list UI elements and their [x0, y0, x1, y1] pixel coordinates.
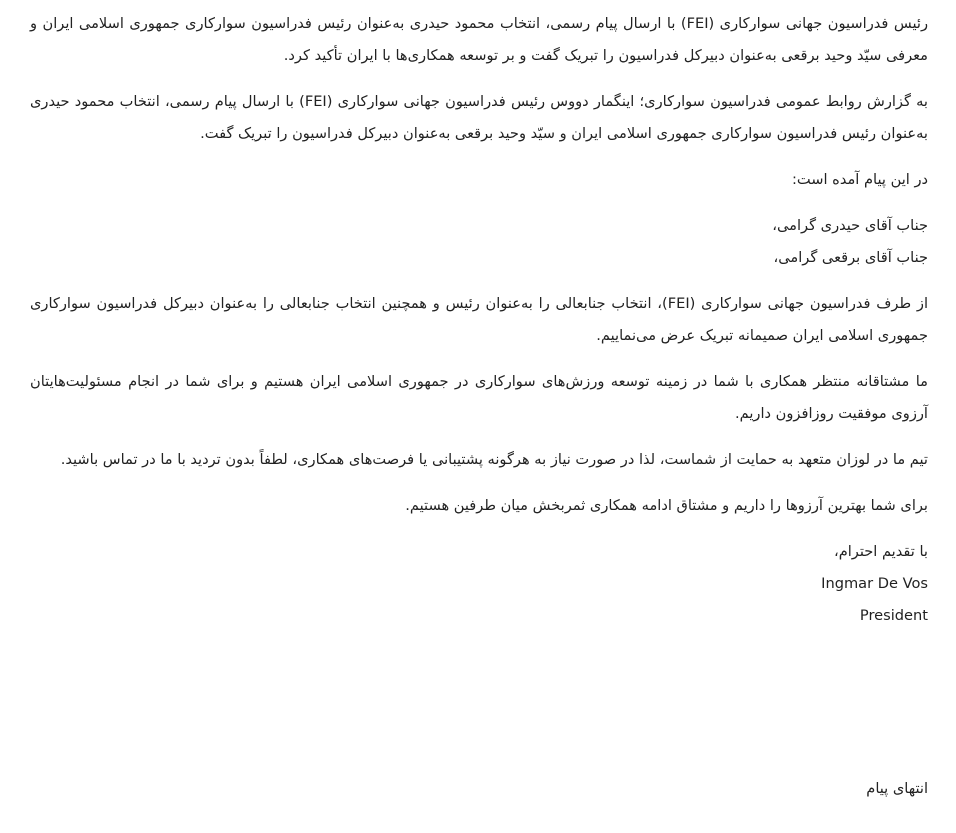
end-of-message: انتهای پیام: [866, 780, 928, 797]
closing-line: با تقدیم احترام،: [834, 543, 928, 560]
report-paragraph: به گزارش روابط عمومی فدراسیون سوارکاری؛ اینگمار دووس رئیس فدراسیون جهانی سوارکاری (FEI) با ارسال پیام رسمی، انتخاب محمود حیدری به‌عنوان رئیس فدراسیون سوارکاری جمهوری اسلامی ایران و سیّد وحید برقعی به‌عنوان دبیرکل فدراسیون را تبریک گفت.: [30, 93, 928, 142]
message-paragraph: تیم ما در لوزان متعهد به حمایت از شماست، لذا در صورت نیاز به هرگونه پشتیبانی یا فرصت‌های همکاری، لطفاً بدون تردید با ما در تماس باشید.: [60, 451, 928, 468]
message-paragraph: ما مشتاقانه منتظر همکاری با شما در زمینه توسعه ورزش‌های سوارکاری در جمهوری اسلامی ایران هستیم و برای شما در انجام مسئولیت‌هایتان آرزوی موفقیت روزافزون داریم.: [30, 373, 928, 422]
salutation-heydari: جناب آقای حیدری گرامی،: [772, 217, 928, 234]
message-paragraph: برای شما بهترین آرزوها را داریم و مشتاق ادامه همکاری ثمربخش میان طرفین هستیم.: [405, 497, 928, 514]
message-paragraph: از طرف فدراسیون جهانی سوارکاری (FEI)، انتخاب جنابعالی را به‌عنوان رئیس و همچنین انتخاب جنابعالی را به‌عنوان دبیرکل فدراسیون سوارکاری جمهوری اسلامی ایران صمیمانه تبریک عرض می‌نماییم.: [30, 295, 928, 344]
salutation-block: [30, 210, 928, 274]
signer-title: President: [859, 607, 928, 624]
message-intro: در این پیام آمده است:: [792, 171, 928, 188]
lead-paragraph: رئیس فدراسیون جهانی سوارکاری (FEI) با ارسال پیام رسمی، انتخاب محمود حیدری به‌عنوان رئیس فدراسیون سوارکاری جمهوری اسلامی ایران و معرفی سیّد وحید برقعی به‌عنوان دبیرکل فدراسیون را تبریک گفت و بر توسعه همکاری‌ها با ایران تأکید کرد.: [30, 15, 928, 64]
news-article-body: [30, 0, 928, 632]
signature-block: [30, 536, 928, 632]
signer-name: Ingmar De Vos: [821, 575, 928, 592]
salutation-borghei: جناب آقای برقعی گرامی،: [773, 249, 928, 266]
